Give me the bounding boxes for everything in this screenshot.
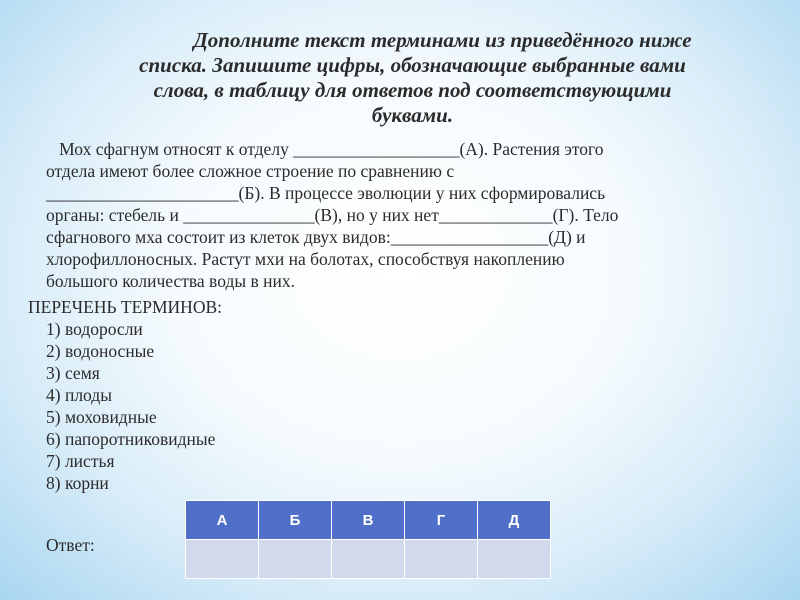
answer-input-row	[186, 540, 551, 579]
term-item: 6) папоротниковидные	[46, 429, 216, 449]
answer-label: Ответ:	[46, 535, 95, 555]
answer-header-g: Г	[405, 501, 478, 540]
task-title-line-1: Дополните текст терминами из приведённого ниже	[193, 28, 692, 52]
answer-header-row	[186, 501, 551, 540]
answer-cell-b[interactable]	[259, 540, 332, 579]
term-item: 4) плоды	[46, 385, 112, 405]
paragraph-line: большого количества воды в них.	[46, 271, 295, 291]
term-item: 3) семя	[46, 363, 100, 383]
paragraph-line: ______________________(Б). В процессе эволюции у них сформировались	[46, 183, 606, 203]
paragraph-line: Мох сфагнум относят к отделу ___________________(А). Растения этого	[46, 139, 604, 159]
task-title	[60, 28, 765, 128]
answer-table	[185, 500, 551, 579]
term-item: 5) моховидные	[46, 407, 157, 427]
answer-cell-v[interactable]	[332, 540, 405, 579]
term-item: 2) водоносные	[46, 341, 155, 361]
term-item: 8) корни	[46, 473, 109, 493]
paragraph-line: сфагнового мха состоит из клеток двух видов:__________________(Д) и	[46, 227, 586, 247]
paragraph-line: органы: стебель и _______________(В), но у них нет_____________(Г). Тело	[46, 205, 619, 225]
task-title-line-4: буквами.	[371, 103, 454, 127]
terms-list	[46, 318, 215, 494]
term-item: 7) листья	[46, 451, 115, 471]
answer-cell-a[interactable]	[186, 540, 259, 579]
answer-cell-d[interactable]	[478, 540, 551, 579]
answer-cell-g[interactable]	[405, 540, 478, 579]
task-title-line-3: слова, в таблицу для ответов под соответствующими	[153, 78, 672, 102]
task-title-line-2: списка. Запишите цифры, обозначающие выбранные вами	[139, 53, 686, 77]
answer-header-v: В	[332, 501, 405, 540]
answer-header-b: Б	[259, 501, 332, 540]
terms-heading: ПЕРЕЧЕНЬ ТЕРМИНОВ:	[28, 297, 222, 317]
fill-in-paragraph	[46, 138, 776, 292]
paragraph-line: отдела имеют более сложное строение по сравнению с	[46, 161, 455, 181]
answer-header-d: Д	[478, 501, 551, 540]
answer-header-a: А	[186, 501, 259, 540]
paragraph-line: хлорофиллоносных. Растут мхи на болотах, способствуя накоплению	[46, 249, 565, 269]
term-item: 1) водоросли	[46, 319, 143, 339]
